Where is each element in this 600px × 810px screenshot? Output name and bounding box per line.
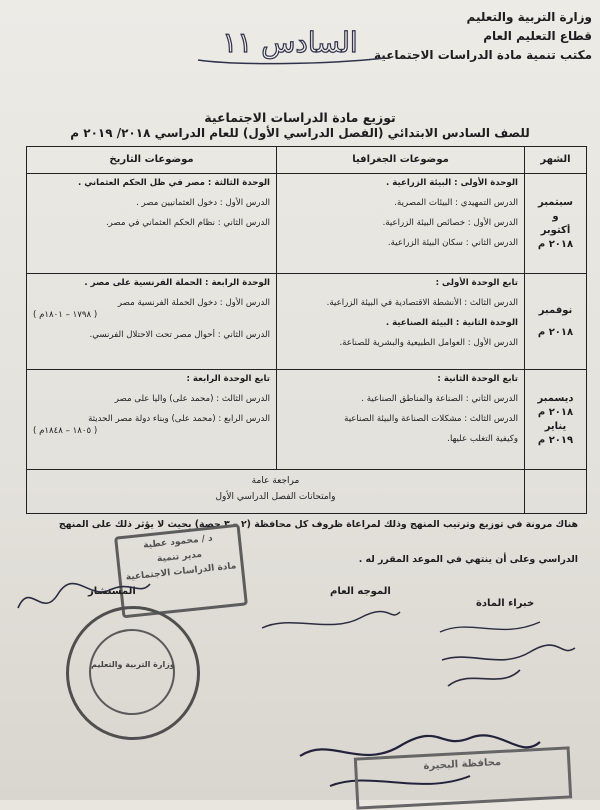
month-line: أكتوبر [540, 224, 571, 236]
table-row [27, 174, 587, 274]
general-supervisor-label: الموجه العام [330, 586, 391, 597]
stamp-line: مدير تنمية [156, 549, 203, 565]
lesson-line: الدرس الثاني : أحوال مصر تحت الاحتلال الفرنسي. [89, 330, 270, 340]
table-row [27, 370, 587, 470]
month-line: ٢٠١٨ م [537, 326, 574, 338]
lesson-line: الدرس الثاني : سكان البيئة الزراعية. [387, 238, 518, 248]
lesson-line: الدرس الثالث : (محمد على) واليا على مصر [114, 394, 270, 404]
document-subtitle: للصف السادس الابتدائي (الفصل الدراسي الأول) للعام الدراسي ٢٠١٨/ ٢٠١٩ م [70, 126, 530, 140]
date-range: ( ١٨٠٥ – ١٨٤٨م ) [33, 426, 98, 436]
lesson-line: الدرس الأول : العوامل الطبيعية والبشرية للصناعة. [339, 338, 518, 348]
month-line: ٢٠١٨ م [537, 238, 574, 250]
geography-cell [277, 370, 525, 470]
table-header-row [27, 147, 587, 174]
month-line: يناير [544, 420, 567, 432]
lesson-line: الدرس الثاني : الصناعة والمناطق الصناعية . [361, 394, 518, 404]
month-line: و [552, 210, 559, 222]
stamp-inner-ring [89, 629, 175, 715]
month-line: ٢٠١٨ م [537, 406, 574, 418]
month-cell-empty [525, 470, 587, 514]
handwritten-grade-text: السادس ١١ [222, 26, 358, 59]
review-line: مراجعة عامة [251, 476, 300, 486]
flexibility-note-line-1: هناك مرونة في توزيع وترتيب المنهج وذلك لمراعاة ظروف كل محافظة (٢ – ٣ حصة) بحيث لا يؤثر ذلك على المنهج [58, 519, 578, 530]
month-line: ديسمبر [537, 392, 574, 404]
ministry-line-1: وزارة التربية والتعليم [466, 10, 592, 24]
header-geography: موضوعات الجغرافيا [277, 147, 525, 174]
unit-title: الوحدة الرابعة : الحملة الفرنسية على مصر . [84, 278, 270, 288]
stamp-line: مادة الدراسات الاجتماعية [125, 561, 237, 583]
geography-cell [277, 274, 525, 370]
stamp-line: د / محمود عطية [142, 533, 214, 551]
lesson-line: الدرس الثالث : مشكلات الصناعة والبيئة الصناعية [344, 414, 518, 424]
consultant-label: المستشار [88, 586, 136, 597]
ministry-round-stamp [66, 606, 200, 740]
lesson-line: الدرس الأول : دخول الحملة الفرنسية مصر [117, 298, 270, 308]
month-cell [525, 274, 587, 370]
lesson-line: الدرس التمهيدي : البيئات المصرية. [394, 198, 518, 208]
header-month: الشهر [525, 147, 587, 174]
round-stamp-text: وزارة التربية والتعليم [91, 660, 175, 669]
unit-title: تابع الوحدة الثانية : [437, 374, 518, 384]
final-review-cell [27, 470, 525, 514]
ministry-line-2: قطاع التعليم العام [483, 29, 592, 43]
lesson-line: الدرس الثاني : نظام الحكم العثماني في مصر. [105, 218, 270, 228]
unit-title: الوحدة الأولى : البيئة الزراعية . [386, 178, 518, 188]
lesson-line: الدرس الأول : دخول العثمانيين مصر . [136, 198, 270, 208]
handwritten-grade [180, 14, 400, 69]
subject-experts-label: خبراء المادة [476, 598, 535, 609]
lesson-line: وكيفية التغلب عليها. [447, 434, 518, 444]
history-cell [27, 174, 277, 274]
geography-cell [277, 174, 525, 274]
date-range: ( ١٧٩٨ – ١٨٠١م ) [33, 310, 98, 320]
month-cell [525, 174, 587, 274]
table-row [27, 470, 587, 514]
exam-line: وامتحانات الفصل الدراسي الأول [215, 492, 336, 502]
distribution-table [26, 146, 587, 514]
flexibility-note-line-2: الدراسي وعلى أن ينتهي في الموعد المقرر له . [358, 554, 578, 565]
history-cell [27, 370, 277, 470]
lesson-line: الدرس الثالث : الأنشطة الاقتصادية في البيئة الزراعية. [326, 298, 518, 308]
ministry-line-3: مكتب تنمية مادة الدراسات الاجتماعية [374, 48, 592, 62]
document-title: توزيع مادة الدراسات الاجتماعية [204, 110, 396, 125]
table-row [27, 274, 587, 370]
month-line: نوفمبر [538, 304, 573, 316]
month-line: ٢٠١٩ م [537, 434, 574, 446]
unit-title: الوحدة الثالثة : مصر في ظل الحكم العثماني . [77, 178, 270, 188]
header-history: موضوعات التاريخ [27, 147, 277, 174]
lesson-line: الدرس الرابع : (محمد على) وبناء دولة مصر الحديثة [88, 414, 270, 424]
governorate-stamp: محافظة البحيرة [354, 746, 572, 809]
unit-title: الوحدة الثانية : البيئة الصناعية . [385, 318, 518, 328]
unit-title: تابع الوحدة الرابعة : [186, 374, 270, 384]
lesson-line: الدرس الأول : خصائص البيئة الزراعية. [382, 218, 518, 228]
history-cell [27, 274, 277, 370]
unit-title: تابع الوحدة الأولى : [435, 278, 518, 288]
month-cell [525, 370, 587, 470]
month-line: سبتمبر [537, 196, 573, 208]
